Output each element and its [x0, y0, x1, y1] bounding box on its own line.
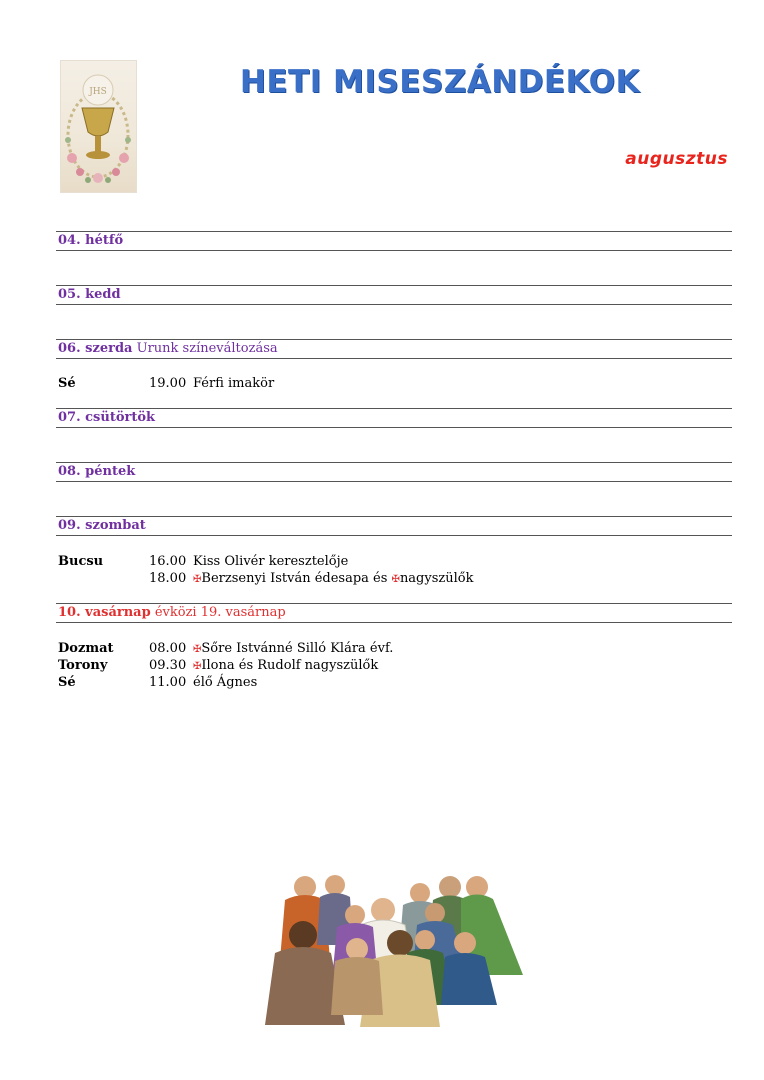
day-header-wednesday: [56, 339, 732, 359]
day-header-friday: [56, 462, 732, 482]
mass-row: [58, 375, 274, 392]
day-header-tuesday: [56, 285, 732, 305]
mass-location: Torony: [58, 658, 108, 673]
mass-list-sunday: [58, 640, 393, 691]
mass-intention: Kiss Olivér keresztelője: [193, 554, 349, 569]
mass-row: [58, 553, 473, 570]
mass-intention: ✠Berzsenyi István édesapa és ✠nagyszülők: [193, 571, 474, 586]
mass-list-saturday: [58, 553, 473, 587]
day-header-thursday: [56, 408, 732, 428]
day-header-sunday: [56, 603, 732, 623]
month-label: augusztus: [625, 149, 728, 169]
day-label: 09. szombat: [58, 518, 146, 533]
day-label: 04. hétfő: [58, 233, 124, 248]
apostles-illustration: [265, 865, 530, 1030]
mass-intention: ✠Ilona és Rudolf nagyszülők: [193, 658, 379, 673]
cross-icon: ✠: [193, 574, 202, 585]
mass-location: Dozmat: [58, 641, 114, 656]
mass-time: 11.00: [149, 675, 187, 690]
mass-location: Sé: [58, 675, 76, 690]
mass-location: [58, 570, 149, 587]
day-header-monday: [56, 231, 732, 251]
mass-intention: élő Ágnes: [193, 675, 258, 690]
day-note: Urunk színeváltozása: [136, 341, 278, 356]
day-label: 08. péntek: [58, 464, 136, 479]
mass-time: 16.00: [149, 554, 187, 569]
mass-time: 09.30: [149, 658, 187, 673]
host-monogram: JHS: [89, 87, 107, 97]
mass-time: 18.00: [149, 571, 187, 586]
mass-row: [58, 640, 393, 657]
day-label: 07. csütörtök: [58, 410, 156, 425]
cross-icon: ✠: [193, 644, 202, 655]
day-label: 06. szerda: [58, 341, 133, 356]
mass-list-wednesday: [58, 375, 274, 392]
cross-icon: ✠: [391, 574, 400, 585]
mass-row: [58, 657, 393, 674]
mass-time: 19.00: [149, 376, 187, 391]
mass-location: Sé: [58, 376, 76, 391]
mass-location: Bucsu: [58, 554, 104, 569]
mass-row: [58, 674, 393, 691]
chalice-image: [60, 60, 137, 193]
day-header-saturday: [56, 516, 732, 536]
page-title: HETI MISESZÁNDÉKOK: [239, 64, 641, 100]
mass-intention: Férfi imakör: [193, 376, 275, 391]
mass-time: 08.00: [149, 641, 187, 656]
mass-row: [58, 570, 473, 587]
day-note: évközi 19. vasárnap: [154, 605, 286, 620]
mass-intention: ✠Sőre Istvánné Silló Klára évf.: [193, 641, 394, 656]
cross-icon: ✠: [193, 661, 202, 672]
day-label: 05. kedd: [58, 287, 121, 302]
day-label: 10. vasárnap: [58, 605, 151, 620]
